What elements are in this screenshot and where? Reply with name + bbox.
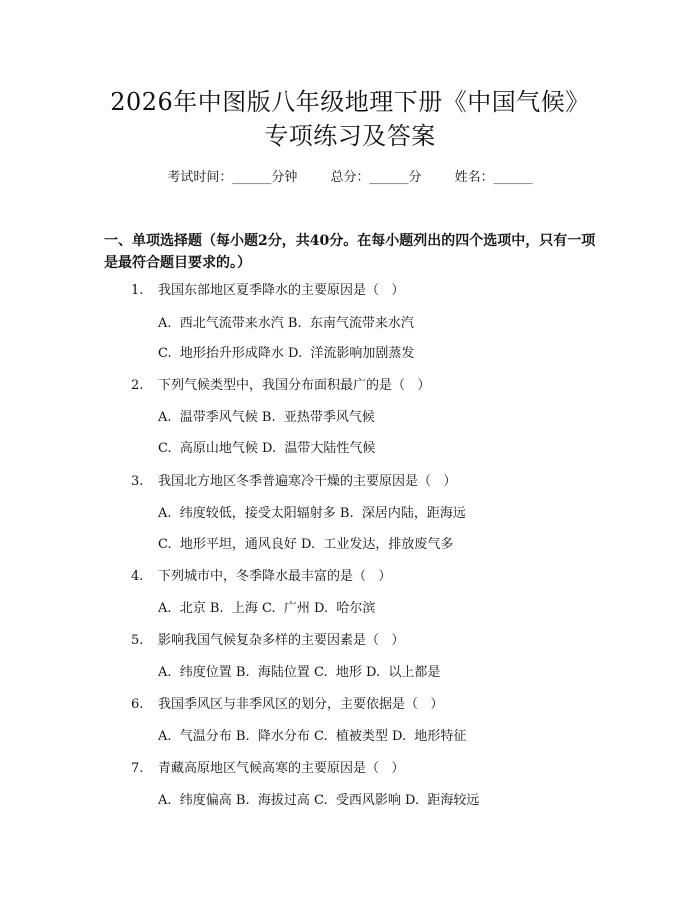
question-text: 影响我国气候复杂多样的主要因素是（ ） bbox=[158, 633, 405, 648]
question-text: 我国季风区与非季风区的划分，主要依据是（ ） bbox=[158, 697, 444, 712]
exam-time-field: 考试时间：______分钟 bbox=[167, 170, 298, 185]
question-text: 下列城市中，冬季降水最丰富的是（ ） bbox=[158, 569, 392, 584]
question-options: A. 纬度较低，接受太阳辐射多 B. 深居内陆，距海远 bbox=[158, 506, 466, 521]
question-options: A. 北京 B. 上海 C. 广州 D. 哈尔滨 bbox=[158, 601, 376, 616]
question-text: 下列气候类型中，我国分布面积最广的是（ ） bbox=[158, 378, 431, 393]
question-options: A. 温带季风气候 B. 亚热带季风气候 bbox=[158, 410, 375, 425]
question-text: 我国北方地区冬季普遍寒冷干燥的主要原因是（ ） bbox=[158, 474, 457, 489]
total-score-field: 总分：______分 bbox=[330, 170, 422, 185]
question-text: 青藏高原地区气候高寒的主要原因是（ ） bbox=[158, 761, 405, 776]
question-options: A. 西北气流带来水汽 B. 东南气流带来水汽 bbox=[158, 316, 414, 331]
question-options: C. 地形抬升形成降水 D. 洋流影响加剧蒸发 bbox=[158, 346, 415, 361]
question-options: A. 气温分布 B. 降水分布 C. 植被类型 D. 地形特征 bbox=[158, 729, 467, 744]
question-text: 我国东部地区夏季降水的主要原因是（ ） bbox=[158, 283, 405, 298]
question-number: 6. bbox=[131, 697, 144, 712]
question-options: A. 纬度偏高 B. 海拔过高 C. 受西风影响 D. 距海较远 bbox=[158, 793, 480, 808]
document-title-line-2: 专项练习及答案 bbox=[264, 122, 436, 150]
question-options: C. 高原山地气候 D. 温带大陆性气候 bbox=[158, 441, 376, 456]
question-options: C. 地形平坦，通风良好 D. 工业发达，排放废气多 bbox=[158, 537, 454, 552]
question-number: 3. bbox=[131, 474, 144, 489]
question-number: 7. bbox=[131, 761, 144, 776]
question-number: 1. bbox=[131, 283, 144, 298]
student-name-field: 姓名：______ bbox=[454, 170, 533, 185]
document-title-line-1: 2026年中图版八年级地理下册《中国气候》 bbox=[110, 88, 590, 116]
question-options: A. 纬度位置 B. 海陆位置 C. 地形 D. 以上都是 bbox=[158, 665, 441, 680]
section-heading-single-choice: 一、单项选择题（每小题2分，共40分。在每小题列出的四个选项中，只有一项是最符合题目要求的。） bbox=[104, 233, 596, 271]
question-number: 5. bbox=[131, 633, 144, 648]
exam-info-row bbox=[0, 169, 700, 187]
question-number: 2. bbox=[131, 378, 144, 393]
question-number: 4. bbox=[131, 569, 144, 584]
